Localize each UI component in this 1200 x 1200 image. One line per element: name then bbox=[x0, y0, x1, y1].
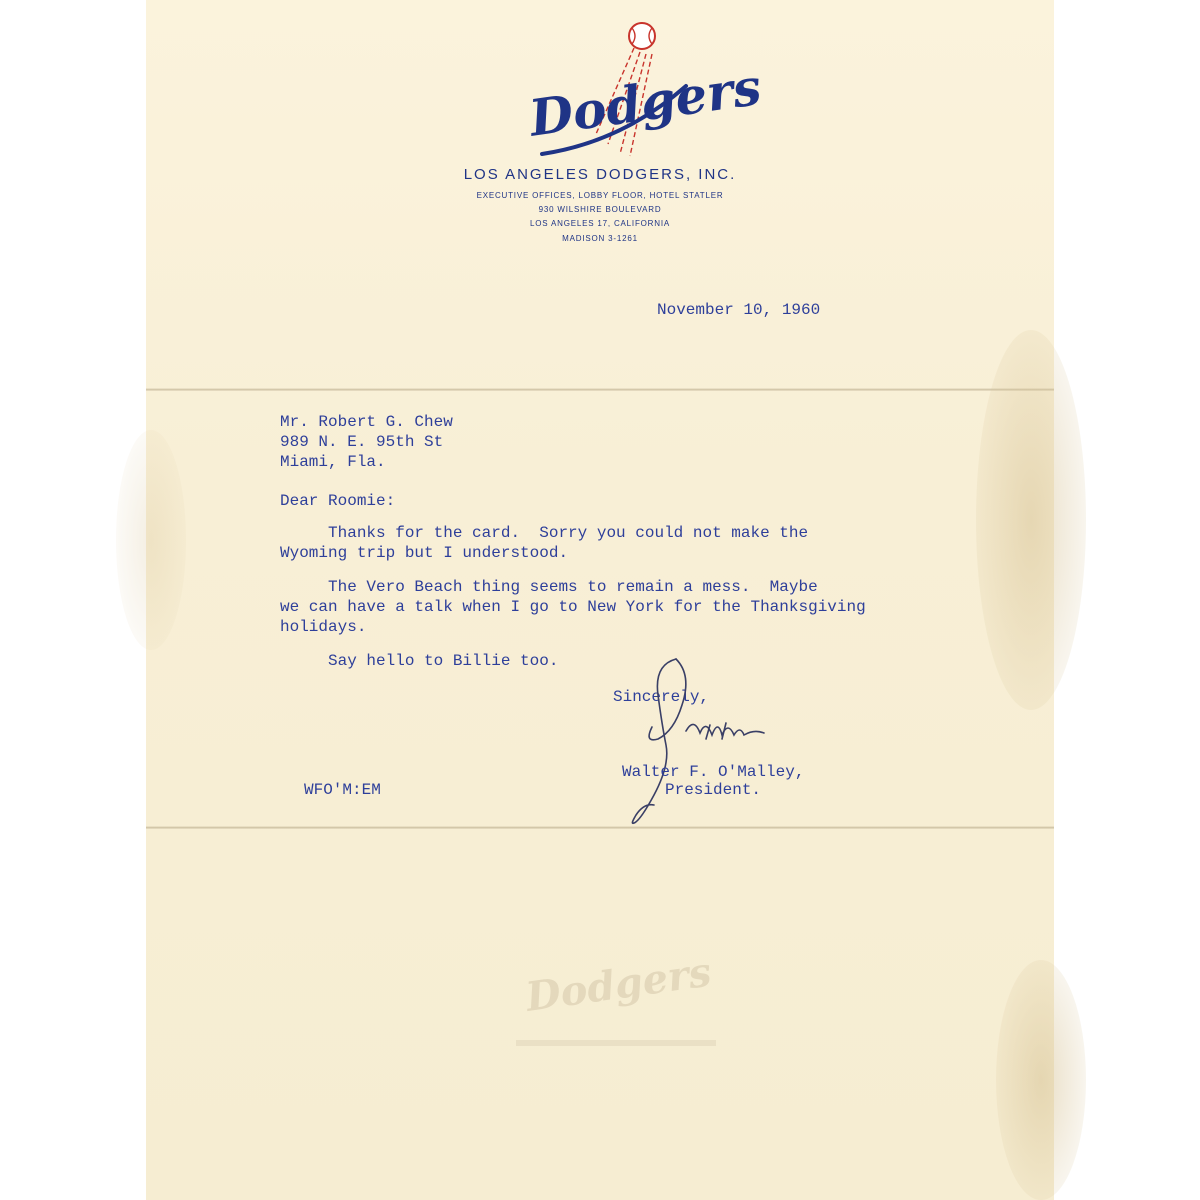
salutation: Dear Roomie: bbox=[280, 492, 396, 510]
fold-crease bbox=[146, 388, 1054, 391]
age-stain bbox=[116, 430, 186, 650]
recipient-street: 989 N. E. 95th St bbox=[280, 433, 444, 451]
closing: Sincerely, bbox=[613, 688, 710, 706]
letter-page bbox=[146, 0, 1054, 1200]
letter-date: November 10, 1960 bbox=[657, 301, 821, 319]
recipient-name: Mr. Robert G. Chew bbox=[280, 413, 453, 431]
dodgers-logo bbox=[522, 14, 765, 164]
reference-initials: WFO'M:EM bbox=[304, 781, 381, 799]
company-name: LOS ANGELES DODGERS, INC. bbox=[463, 166, 737, 183]
signature bbox=[614, 655, 814, 830]
address-line: EXECUTIVE OFFICES, LOBBY FLOOR, HOTEL STATLER bbox=[476, 191, 724, 200]
age-stain bbox=[996, 960, 1086, 1200]
show-through-logo bbox=[506, 940, 726, 1070]
svg-text:Dodgers: Dodgers bbox=[523, 948, 715, 1021]
age-stain bbox=[976, 330, 1086, 710]
fold-crease bbox=[146, 826, 1054, 829]
recipient-city: Miami, Fla. bbox=[280, 453, 386, 471]
dodgers-wordmark: Dodgers bbox=[525, 56, 765, 148]
address-line: LOS ANGELES 17, CALIFORNIA bbox=[530, 219, 670, 228]
address-line: 930 WILSHIRE BOULEVARD bbox=[538, 205, 662, 214]
signer-title: President. bbox=[665, 781, 762, 799]
body-paragraph: Thanks for the card. Sorry you could not make the Wyoming trip but I understood. bbox=[280, 524, 809, 562]
signer-name: Walter F. O'Malley, bbox=[622, 763, 805, 781]
body-paragraph: Say hello to Billie too. bbox=[280, 652, 559, 670]
phone-line: MADISON 3-1261 bbox=[562, 234, 638, 243]
body-paragraph: The Vero Beach thing seems to remain a mess. Maybe we can have a talk when I go to New York for the Thanksgiving holidays. bbox=[280, 578, 866, 636]
